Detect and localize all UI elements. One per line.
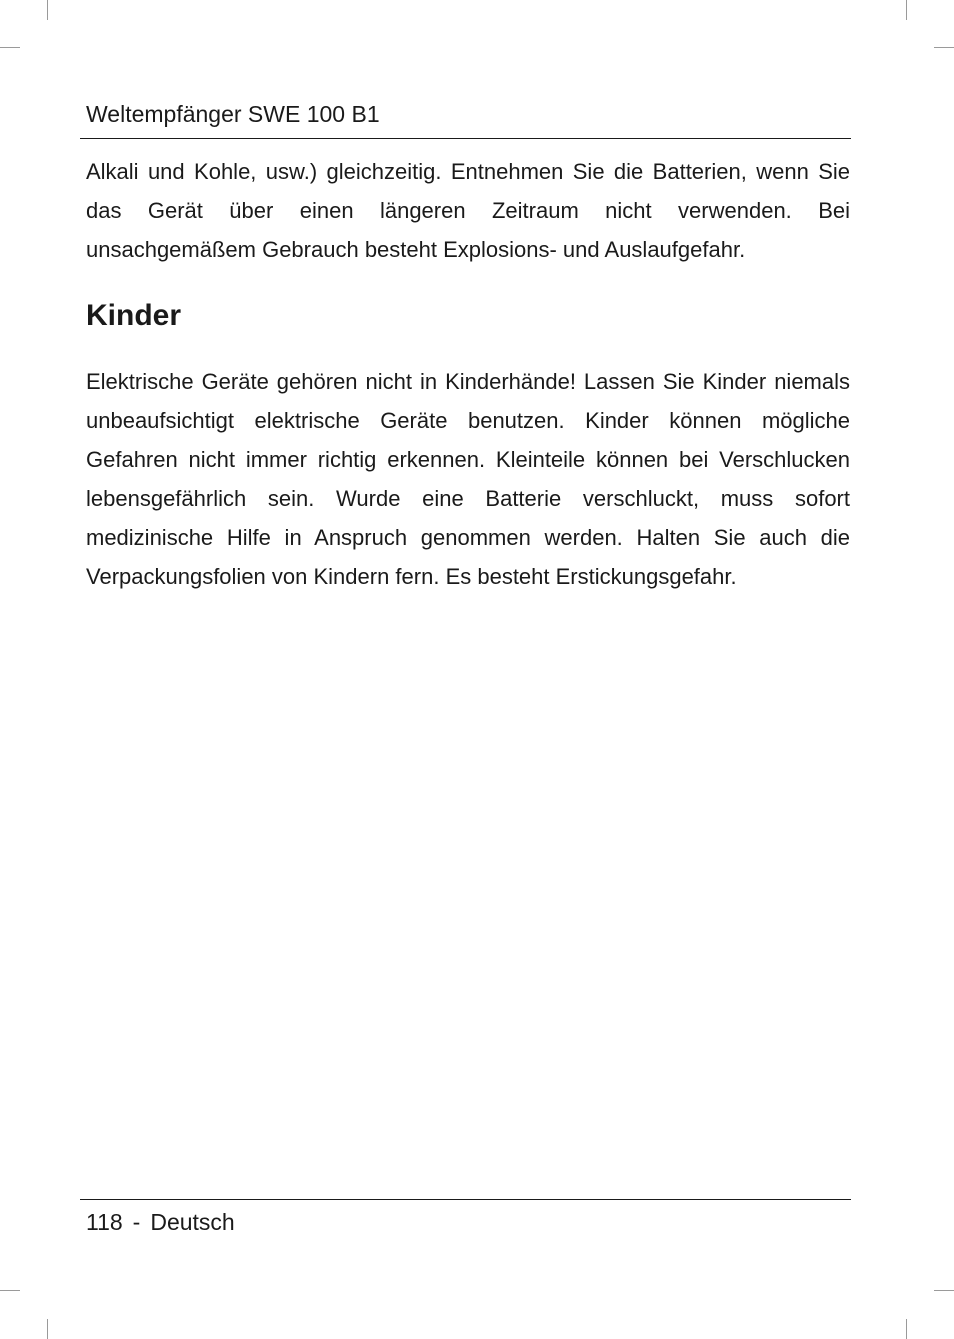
footer-language: Deutsch xyxy=(150,1209,235,1235)
crop-mark-top-right-vertical xyxy=(906,0,907,20)
section-heading: Kinder xyxy=(86,299,182,332)
page-number: 118 xyxy=(86,1209,123,1235)
crop-mark-bottom-right-horizontal xyxy=(934,1290,954,1291)
intro-paragraph: Alkali und Kohle, usw.) gleichzeitig. Entnehmen Sie die Batterien, wenn Sie das Gerät über einen längeren Zeitraum nicht verwenden. Bei unsachgemäßem Gebrauch besteht Explosions- und Auslaufgefahr. xyxy=(86,159,850,262)
header-rule xyxy=(80,138,851,139)
footer-rule xyxy=(80,1199,851,1200)
crop-mark-bottom-right-vertical xyxy=(906,1319,907,1339)
section-body-paragraph: Elektrische Geräte gehören nicht in Kinderhände! Lassen Sie Kinder niemals unbeaufsichtigt elektrische Geräte benutzen. Kinder können mögliche Gefahren nicht immer richtig erkennen. Kleinteile können bei Verschlucken lebensgefährlich sein. Wurde eine Batterie verschluckt, muss sofort medizinische Hilfe in Anspruch genommen werden. Halten Sie auch die Verpackungsfolien von Kindern fern. Es besteht Erstickungsgefahr. xyxy=(86,369,850,589)
crop-mark-top-right-horizontal xyxy=(934,47,954,48)
crop-mark-top-left-vertical xyxy=(47,0,48,20)
crop-mark-top-left-horizontal xyxy=(0,47,20,48)
running-header-title: Weltempfänger SWE 100 B1 xyxy=(86,101,380,127)
page-footer xyxy=(86,1208,235,1236)
crop-mark-bottom-left-vertical xyxy=(47,1319,48,1339)
crop-mark-bottom-left-horizontal xyxy=(0,1290,20,1291)
footer-separator: - xyxy=(132,1209,141,1235)
